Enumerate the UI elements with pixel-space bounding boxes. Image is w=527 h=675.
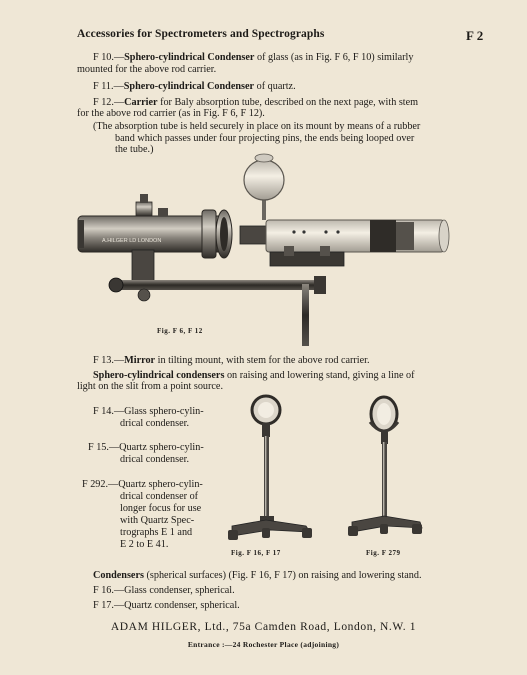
entry-f10: F 10.—Sphero-cylindrical Condenser of glass (as in Fig. F 6, F 10) similarly xyxy=(93,52,414,63)
entry-f12-note2: band which passes under four projecting pins, the ends being looped over xyxy=(115,133,415,144)
entry-f12-note3: the tube.) xyxy=(115,144,154,155)
entry-f17: F 17.—Quartz condenser, spherical. xyxy=(93,600,240,611)
entry-sphero-condensers: Sphero-cylindrical condensers on raising and lowering stand, giving a line of xyxy=(93,370,415,381)
entry-f292-line6: E 2 to E 41. xyxy=(120,539,169,550)
page-code: F 2 xyxy=(466,28,484,43)
page-header-title: Accessories for Spectrometers and Spectrographs xyxy=(77,28,325,40)
entry-f12: F 12.—Carrier for Baly absorption tube, described on the next page, with stem xyxy=(93,97,419,108)
figure-absorption-tube-carrier xyxy=(70,150,460,346)
entry-f15-line2: drical condenser. xyxy=(120,454,190,465)
entry-f292-line4: with Quartz Spec- xyxy=(120,515,195,526)
entry-f14: F 14.—Glass sphero-cylin- xyxy=(93,406,204,417)
entry-sphero-condensers-line2: light on the slit from a point source. xyxy=(77,381,223,392)
figure-caption-f16-f17: Fig. F 16, F 17 xyxy=(231,549,281,557)
entry-spherical-condensers: Condensers (spherical surfaces) (Fig. F 16, F 17) on raising and lowering stand. xyxy=(93,570,422,581)
figure-condenser-stand-f279 xyxy=(346,392,426,544)
figure-condenser-stand-f16-f17 xyxy=(226,390,316,548)
entry-f292-line2: drical condenser of xyxy=(120,491,199,502)
footer-address: ADAM HILGER, Ltd., 75a Camden Road, London, N.W. 1 xyxy=(110,621,417,633)
entry-f12-note1: (The absorption tube is held securely in place on its mount by means of a rubber xyxy=(93,121,421,132)
entry-f14-line2: drical condenser. xyxy=(120,418,190,429)
tube-engraving: A.HILGER LD LONDON xyxy=(102,238,162,244)
entry-f10-line2: mounted for the above rod carrier. xyxy=(77,64,217,75)
entry-f15: F 15.—Quartz sphero-cylin- xyxy=(88,442,204,453)
entry-f292-line5: trographs E 1 and xyxy=(120,527,193,538)
entry-f292-line3: longer focus for use xyxy=(120,503,202,514)
figure-caption-f6-f12: Fig. F 6, F 12 xyxy=(157,327,203,335)
entry-f292: F 292.—Quartz sphero-cylin- xyxy=(82,479,203,490)
figure-caption-f279: Fig. F 279 xyxy=(366,549,401,557)
entry-f12-line2: for the above rod carrier (as in Fig. F 6, F 12). xyxy=(77,108,265,119)
footer-entrance: Entrance :—24 Rochester Place (adjoining) xyxy=(187,640,340,649)
entry-f11: F 11.—Sphero-cylindrical Condenser of quartz. xyxy=(93,81,296,92)
entry-f16: F 16.—Glass condenser, spherical. xyxy=(93,585,235,596)
entry-f13: F 13.—Mirror in tilting mount, with stem for the above rod carrier. xyxy=(93,355,370,366)
